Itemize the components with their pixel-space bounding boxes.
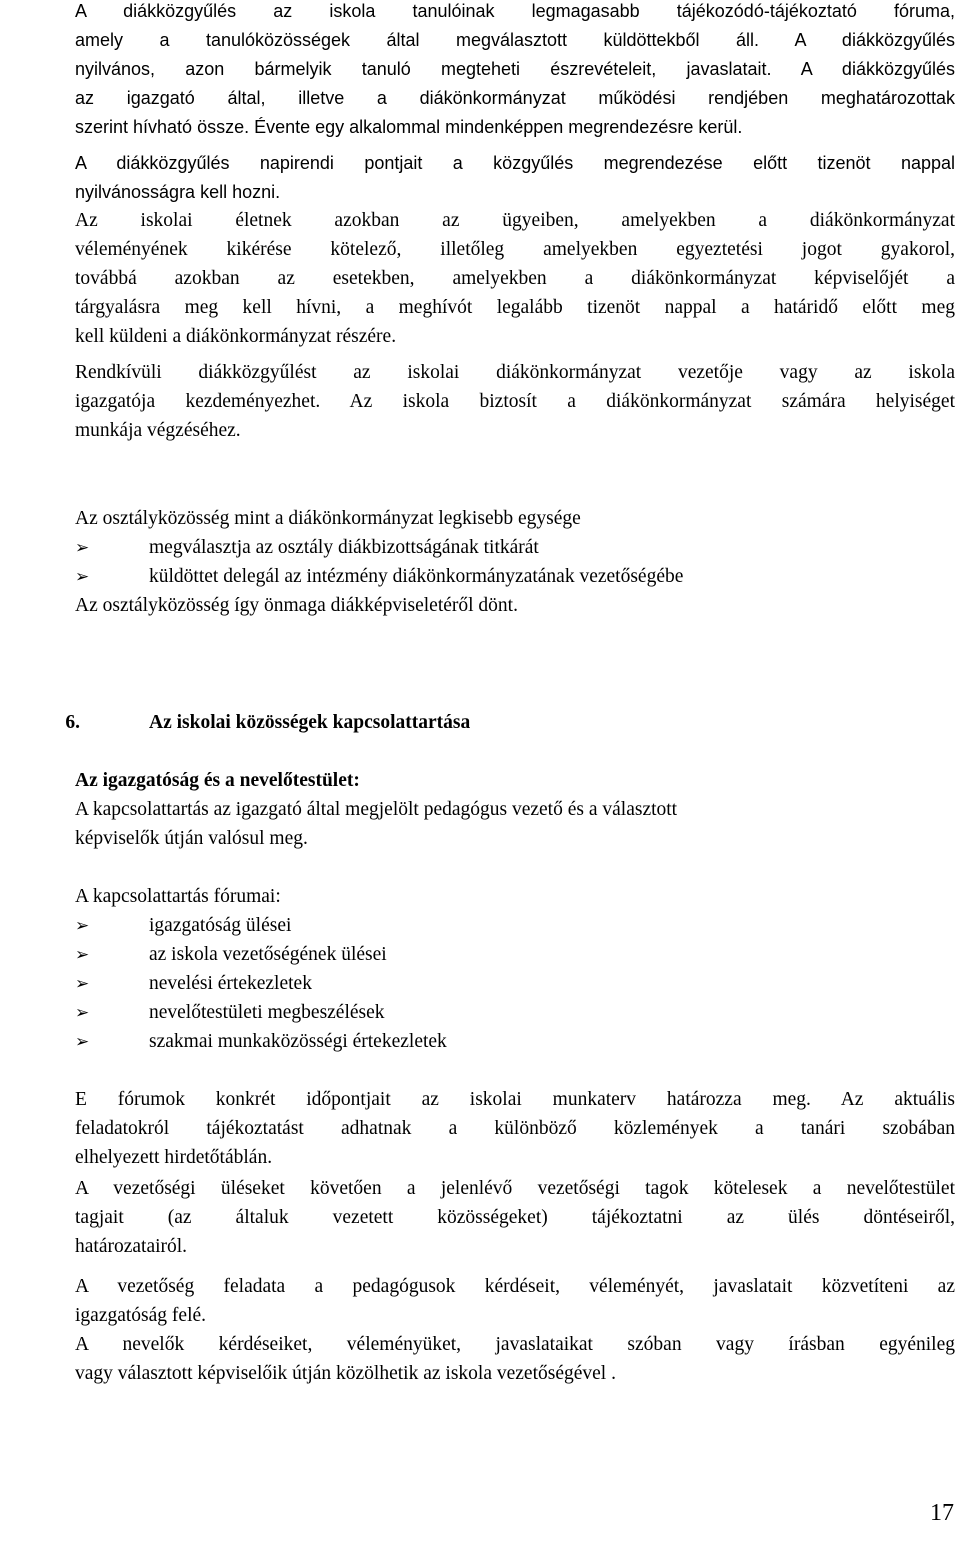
text-line: továbbá azokban az esetekben, amelyekben a diákönkormányzat képviselőjét a (75, 268, 955, 289)
arrow-bullet-icon: ➢ (75, 945, 90, 965)
class-community-section (75, 504, 955, 620)
page-number: 17 (930, 1500, 954, 1526)
text-line: Rendkívüli diákközgyűlést az iskolai diákönkormányzat vezetője vagy az iskola (75, 362, 955, 383)
list-item-text: igazgatóság ülései (149, 915, 292, 936)
arrow-bullet-icon: ➢ (75, 974, 90, 994)
list-item-text: az iskola vezetőségének ülései (149, 944, 387, 965)
text-line: A nevelők kérdéseiket, véleményüket, javaslataikat szóban vagy írásban egyénileg (75, 1334, 955, 1355)
text-line: feladatokról tájékoztatást adhatnak a különböző közlemények a tanári szobában (75, 1118, 955, 1139)
arrow-bullet-icon: ➢ (75, 567, 90, 587)
list-item (75, 998, 955, 1027)
arrow-bullet-icon: ➢ (75, 1032, 90, 1052)
text-line: képviselők útján valósul meg. (75, 828, 308, 849)
text-line: szerint hívható össze. Évente egy alkalommal mindenképpen megrendezésre kerül. (75, 117, 743, 137)
text-line: vagy választott képviselőik útján közölhetik az iskola vezetőségével . (75, 1363, 616, 1384)
paragraph-vezetoseg-feladata (75, 1272, 955, 1330)
text-line: elhelyezett hirdetőtáblán. (75, 1147, 273, 1168)
subheading-igazgatosag: Az igazgatóság és a nevelőtestület: (75, 770, 360, 791)
text-line: kell küldeni a diákönkormányzat részére. (75, 326, 397, 347)
text-line: amely a tanulóközösségek által megválasztott küldöttekből áll. A diákközgyűlés (75, 30, 955, 50)
text-line: A diákközgyűlés az iskola tanulóinak legmagasabb tájékozódó-tájékoztató fóruma, (75, 1, 955, 21)
text-line: határozatairól. (75, 1236, 188, 1257)
list-item-text: küldöttet delegál az intézmény diákönkormányzatának vezetőségébe (149, 566, 684, 587)
text-line: A vezetőség feladata a pedagógusok kérdéseit, véleményét, javaslatait közvetíteni az (75, 1276, 955, 1297)
paragraph-nevelok-kerdesei (75, 1330, 955, 1388)
text-line: véleményének kikérése kötelező, illetőleg amelyekben egyeztetési jogot gyakorol, (75, 239, 955, 260)
forums-intro: A kapcsolattartás fórumai: (75, 886, 281, 907)
text-line: igazgatója kezdeményezhet. Az iskola biztosít a diákönkormányzat számára helyiséget (75, 391, 955, 412)
list-item (75, 533, 955, 562)
list-item-text: megválasztja az osztály diákbizottságának titkárát (149, 537, 539, 558)
arrow-bullet-icon: ➢ (75, 916, 90, 936)
list-item (75, 940, 955, 969)
arrow-bullet-icon: ➢ (75, 1003, 90, 1023)
text-line: A vezetőségi üléseket követően a jelenlévő vezetőségi tagok kötelesek a nevelőtestület (75, 1178, 955, 1199)
paragraph-rendkivuli-kozgyules (75, 358, 955, 445)
text-line: Az iskolai életnek azokban az ügyeiben, amelyekben a diákönkormányzat (75, 210, 955, 231)
list-item-text: nevelőtestületi megbeszélések (149, 1002, 385, 1023)
list-item (75, 562, 955, 591)
class-community-intro: Az osztályközösség mint a diákönkormányzat legkisebb egysége (75, 508, 581, 529)
list-item (75, 911, 955, 940)
paragraph-napirendi-pontok (75, 149, 955, 207)
paragraph-forumok-idopontjai (75, 1085, 955, 1172)
text-line: A kapcsolattartás az igazgató által megjelölt pedagógus vezető és a választott (75, 799, 678, 820)
forums-section (75, 882, 955, 1056)
paragraph-vezetosegi-ulesek (75, 1174, 955, 1261)
paragraph-kapcsolattartas (75, 795, 955, 853)
text-line: nyilvánosságra kell hozni. (75, 182, 281, 202)
section-heading (65, 708, 955, 737)
paragraph-diakkozgyules-intro (75, 0, 955, 142)
text-line: igazgatóság felé. (75, 1305, 207, 1326)
text-line: A diákközgyűlés napirendi pontjait a közgyűlés megrendezése előtt tizenöt nappal (75, 153, 955, 173)
arrow-bullet-icon: ➢ (75, 538, 90, 558)
text-line: tárgyalásra meg kell hívni, a meghívót legalább tizenöt nappal a határidő előtt meg (75, 297, 955, 318)
list-item-text: nevelési értekezletek (149, 973, 312, 994)
section-number: 6. (65, 712, 80, 733)
text-line: tagjait (az általuk vezetett közösségeket) tájékoztatni az ülés döntéseiről, (75, 1207, 955, 1228)
list-item (75, 969, 955, 998)
text-line: munkája végzéséhez. (75, 420, 241, 441)
section-title: Az iskolai közösségek kapcsolattartása (149, 712, 471, 733)
text-line: E fórumok konkrét időpontjait az iskolai munkaterv határozza meg. Az aktuális (75, 1089, 955, 1110)
list-item-text: szakmai munkaközösségi értekezletek (149, 1031, 447, 1052)
text-line: az igazgató által, illetve a diákönkormányzat működési rendjében meghatározottak (75, 88, 955, 108)
text-line: nyilvános, azon bármelyik tanuló megteheti észrevételeit, javaslatait. A diákközgyűlés (75, 59, 955, 79)
class-community-outro: Az osztályközösség így önmaga diákképviseletéről dönt. (75, 595, 518, 616)
list-item (75, 1027, 955, 1056)
paragraph-iskolai-elet (75, 206, 955, 351)
